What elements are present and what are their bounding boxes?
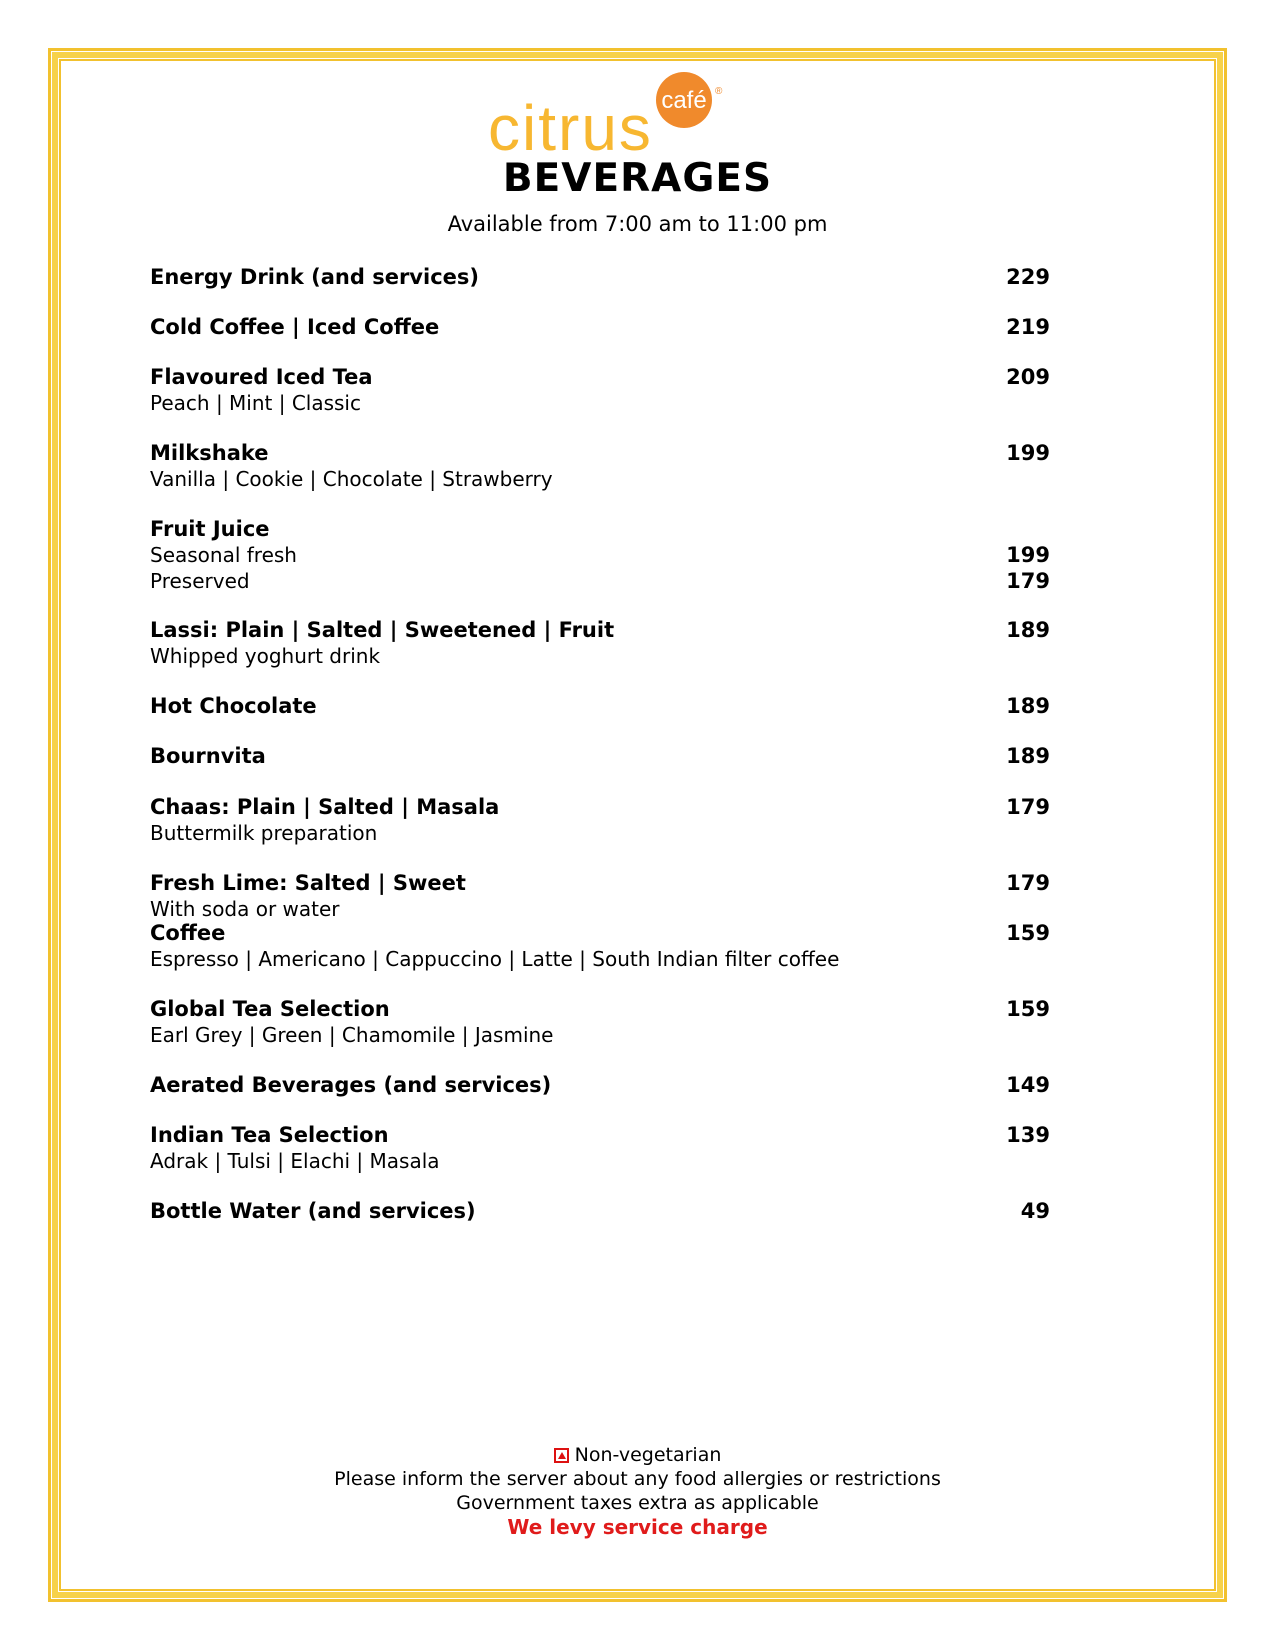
menu-item-global-tea [150,996,1050,1048]
menu-item-milkshake [150,440,1050,492]
availability-hours: Available from 7:00 am to 11:00 pm [447,212,828,236]
item-name: Lassi: Plain | Salted | Sweetened | Fruit [150,618,615,642]
item-name: Bournvita [150,744,266,768]
item-price: 229 [1006,265,1050,289]
item-name: Aerated Beverages (and services) [150,1073,552,1097]
menu-item-aerated-beverages [150,1072,1050,1098]
item-description: Adrak | Tulsi | Elachi | Masala [150,1149,440,1173]
menu-item-energy-drink [150,264,1050,290]
item-price: 189 [1006,744,1050,768]
menu-item-bottle-water [150,1198,1050,1224]
item-description: Peach | Mint | Classic [150,391,361,415]
non-veg-symbol-icon [554,1448,569,1463]
item-description: Vanilla | Cookie | Chocolate | Strawberry [150,467,553,491]
item-description: Earl Grey | Green | Chamomile | Jasmine [150,1023,554,1047]
allergy-notice: Please inform the server about any food allergies or restrictions [334,1468,941,1490]
item-name: Bottle Water (and services) [150,1199,476,1223]
item-name: Flavoured Iced Tea [150,365,373,389]
item-price: 189 [1006,618,1050,642]
item-price: 219 [1006,315,1050,339]
item-description: Espresso | Americano | Cappuccino | Latte | South Indian filter coffee [150,947,840,971]
menu-item-coffee [150,920,1050,972]
item-variant-price: 179 [1006,569,1050,593]
item-name: Coffee [150,921,226,945]
item-price: 209 [1006,365,1050,389]
item-price: 179 [1006,871,1050,895]
item-price: 189 [1006,694,1050,718]
item-variant-price: 199 [1006,543,1050,567]
item-name: Indian Tea Selection [150,1123,389,1147]
logo-wordmark: citrus [488,92,653,164]
menu-item-cold-coffee [150,314,1050,340]
item-name: Milkshake [150,441,269,465]
menu-item-hot-chocolate [150,693,1050,719]
menu-item-indian-tea [150,1122,1050,1174]
item-name: Chaas: Plain | Salted | Masala [150,795,500,819]
item-price: 159 [1006,997,1050,1021]
item-price: 139 [1006,1123,1050,1147]
page-title: BEVERAGES [502,156,773,201]
non-veg-legend: Non-vegetarian [574,1444,722,1466]
item-name: Hot Chocolate [150,694,317,718]
item-price: 149 [1006,1073,1050,1097]
menu-item-lassi [150,617,1050,669]
item-price: 49 [1020,1199,1050,1223]
tax-notice: Government taxes extra as applicable [456,1492,819,1514]
menu-item-chaas [150,794,1050,846]
menu-item-fruit-juice [150,516,1050,594]
item-name: Fresh Lime: Salted | Sweet [150,871,466,895]
service-charge-notice: We levy service charge [507,1515,768,1539]
registered-mark: ® [715,86,723,97]
menu-item-fresh-lime [150,870,1050,922]
menu-item-bournvita [150,743,1050,769]
menu-item-flavoured-iced-tea [150,364,1050,416]
citrus-cafe-logo [488,72,765,167]
item-name: Global Tea Selection [150,997,390,1021]
item-price: 159 [1006,921,1050,945]
item-description: Whipped yoghurt drink [150,644,381,668]
item-description: With soda or water [150,897,340,921]
item-name: Energy Drink (and services) [150,265,479,289]
item-price: 199 [1006,441,1050,465]
item-name: Fruit Juice [150,517,270,541]
logo-badge-text: café [661,87,707,114]
item-variant-label: Seasonal fresh [150,543,297,567]
item-variant-label: Preserved [150,569,250,593]
item-description: Buttermilk preparation [150,821,378,845]
menu-footer [0,1443,1275,1539]
item-price: 179 [1006,795,1050,819]
item-name: Cold Coffee | Iced Coffee [150,315,440,339]
